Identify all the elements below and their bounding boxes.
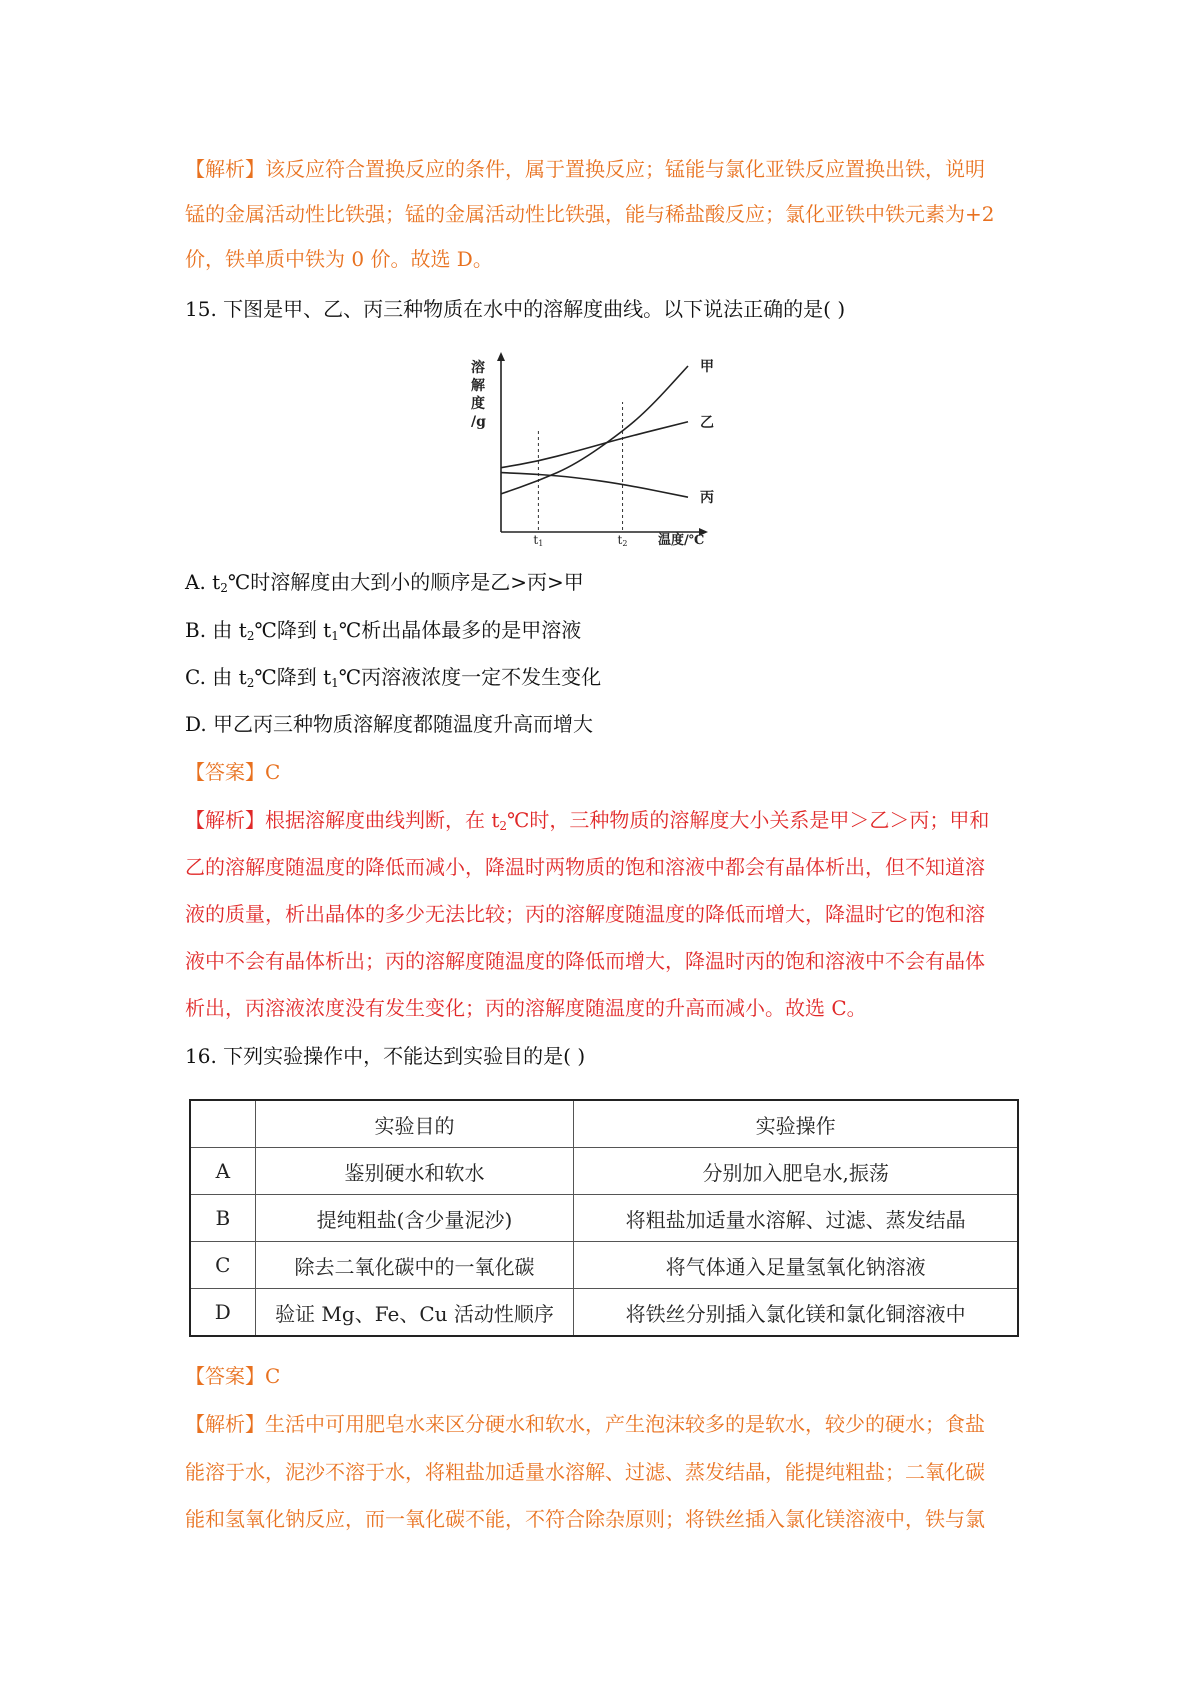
table-cell: 除去二氧化碳中的一氧化碳 <box>255 1242 574 1289</box>
guide-lines <box>538 402 622 530</box>
table-header-row <box>190 1100 1018 1148</box>
option-b-sub2: 1 <box>331 629 339 643</box>
x-tick-label: t1 <box>533 533 544 547</box>
analysis-tag: 【解析】 <box>185 808 265 832</box>
series-label: 丙 <box>700 490 714 507</box>
option-b-mid: ℃降到 t <box>254 618 332 642</box>
series-line <box>501 366 688 494</box>
option-a-prefix: A. t <box>185 570 221 594</box>
table-row <box>190 1195 1018 1242</box>
analysis-16-line-2: 能溶于水，泥沙不溶于水，将粗盐加适量水溶解、过滤、蒸发结晶，能提纯粗盐；二氧化碳 <box>185 1460 985 1484</box>
y-axis-label-char: 解 <box>471 378 485 394</box>
answer-tag: 【答案】 <box>185 1364 265 1388</box>
table-cell: 分别加入肥皂水,振荡 <box>574 1148 1018 1195</box>
analysis-tag: 【解析】 <box>185 157 265 181</box>
table-cell: 将气体通入足量氢氧化钠溶液 <box>574 1242 1018 1289</box>
analysis-14-line-3: 价，铁单质中铁为 0 价。故选 D。 <box>185 247 493 271</box>
x-axis-label: 温度/℃ <box>658 533 705 547</box>
table-header-cell <box>190 1100 255 1148</box>
option-a-sub: 2 <box>220 581 228 595</box>
y-axis-arrow <box>497 352 505 361</box>
option-c-mid: ℃降到 t <box>254 665 332 689</box>
answer-tag: 【答案】 <box>185 760 265 784</box>
answer-value: C <box>265 1364 281 1388</box>
option-c <box>185 663 1025 691</box>
option-c-sub2: 1 <box>331 676 339 690</box>
series-line <box>501 422 688 468</box>
table-cell: B <box>190 1195 255 1242</box>
option-c-text: ℃丙溶液浓度一定不发生变化 <box>338 665 602 689</box>
series-line <box>501 473 688 498</box>
analysis-15-line-5: 析出，丙溶液浓度没有发生变化；丙的溶解度随温度的升高而减小。故选 C。 <box>185 996 867 1020</box>
series-label: 乙 <box>700 414 714 431</box>
analysis-15-line-3: 液的质量，析出晶体的多少无法比较；丙的溶解度随温度的降低而增大，降温时它的饱和溶 <box>185 902 985 926</box>
series-labels <box>700 359 714 506</box>
table-cell: C <box>190 1242 255 1289</box>
x-tick-label: t2 <box>617 533 628 547</box>
analysis-tag: 【解析】 <box>185 1412 265 1436</box>
table-cell: 鉴别硬水和软水 <box>255 1148 574 1195</box>
series-lines <box>501 366 688 497</box>
question-16-stem: 16. 下列实验操作中，不能达到实验目的是( ) <box>185 1044 586 1068</box>
y-axis-label <box>471 359 486 430</box>
option-c-sub: 2 <box>246 676 255 690</box>
option-d-prefix: D. <box>185 712 207 736</box>
table-cell: 将铁丝分别插入氯化镁和氯化铜溶液中 <box>574 1289 1018 1337</box>
analysis-text: 生活中可用肥皂水来区分硬水和软水，产生泡沫较多的是软水，较少的硬水；食盐 <box>265 1412 985 1436</box>
solubility-chart <box>468 352 753 547</box>
table-row <box>190 1148 1018 1195</box>
table-header-cell: 实验目的 <box>255 1100 574 1148</box>
analysis-16-line-1 <box>185 1410 1025 1438</box>
analysis-14-line-1 <box>185 155 1025 183</box>
analysis-15-line-4: 液中不会有晶体析出；丙的溶解度随温度的降低而增大，降温时丙的饱和溶液中不会有晶体 <box>185 949 985 973</box>
question-15-stem: 15. 下图是甲、乙、丙三种物质在水中的溶解度曲线。以下说法正确的是( ) <box>185 297 846 321</box>
y-axis-label-char: /g <box>471 414 486 430</box>
series-label: 甲 <box>700 359 714 375</box>
analysis-16-line-3: 能和氢氧化钠反应，而一氧化碳不能，不符合除杂原则；将铁丝插入氯化镁溶液中，铁与氯 <box>185 1507 985 1531</box>
table-row <box>190 1242 1018 1289</box>
option-b-prefix: B. 由 t <box>185 618 247 642</box>
option-a-text: ℃时溶解度由大到小的顺序是乙>丙>甲 <box>227 570 584 594</box>
table-row <box>190 1289 1018 1337</box>
option-b-text: ℃析出晶体最多的是甲溶液 <box>338 618 582 642</box>
analysis-15-line-1 <box>185 806 1025 834</box>
option-c-prefix: C. 由 t <box>185 665 247 689</box>
answer-16 <box>185 1362 1025 1390</box>
table-cell: 提纯粗盐(含少量泥沙) <box>255 1195 574 1242</box>
option-a <box>185 568 1025 596</box>
option-b-sub: 2 <box>246 629 255 643</box>
table-cell: 将粗盐加适量水溶解、过滤、蒸发结晶 <box>574 1195 1018 1242</box>
analysis-text: 该反应符合置换反应的条件，属于置换反应；锰能与氯化亚铁反应置换出铁，说明 <box>265 157 985 181</box>
option-b <box>185 616 1025 644</box>
answer-15 <box>185 758 1025 786</box>
analysis-sub: 2 <box>499 819 508 833</box>
table-cell: A <box>190 1148 255 1195</box>
x-ticks <box>533 533 627 547</box>
option-d-text: 甲乙丙三种物质溶解度都随温度升高而增大 <box>206 712 594 736</box>
table-header-cell: 实验操作 <box>574 1100 1018 1148</box>
experiment-table <box>189 1099 1019 1337</box>
analysis-text-a: 根据溶解度曲线判断，在 t <box>265 808 500 832</box>
analysis-text-b: ℃时，三种物质的溶解度大小关系是甲＞乙＞丙；甲和 <box>507 808 990 832</box>
y-axis-label-char: 溶 <box>471 360 485 376</box>
table-cell: 验证 Mg、Fe、Cu 活动性顺序 <box>255 1289 574 1337</box>
table-cell: D <box>190 1289 255 1337</box>
answer-value: C <box>265 760 281 784</box>
analysis-15-line-2: 乙的溶解度随温度的降低而减小，降温时两物质的饱和溶液中都会有晶体析出，但不知道溶 <box>185 855 985 879</box>
option-d <box>185 710 1025 738</box>
y-axis-label-char: 度 <box>471 396 485 412</box>
analysis-14-line-2: 锰的金属活动性比铁强；锰的金属活动性比铁强，能与稀盐酸反应；氯化亚铁中铁元素为+2 <box>185 202 995 226</box>
